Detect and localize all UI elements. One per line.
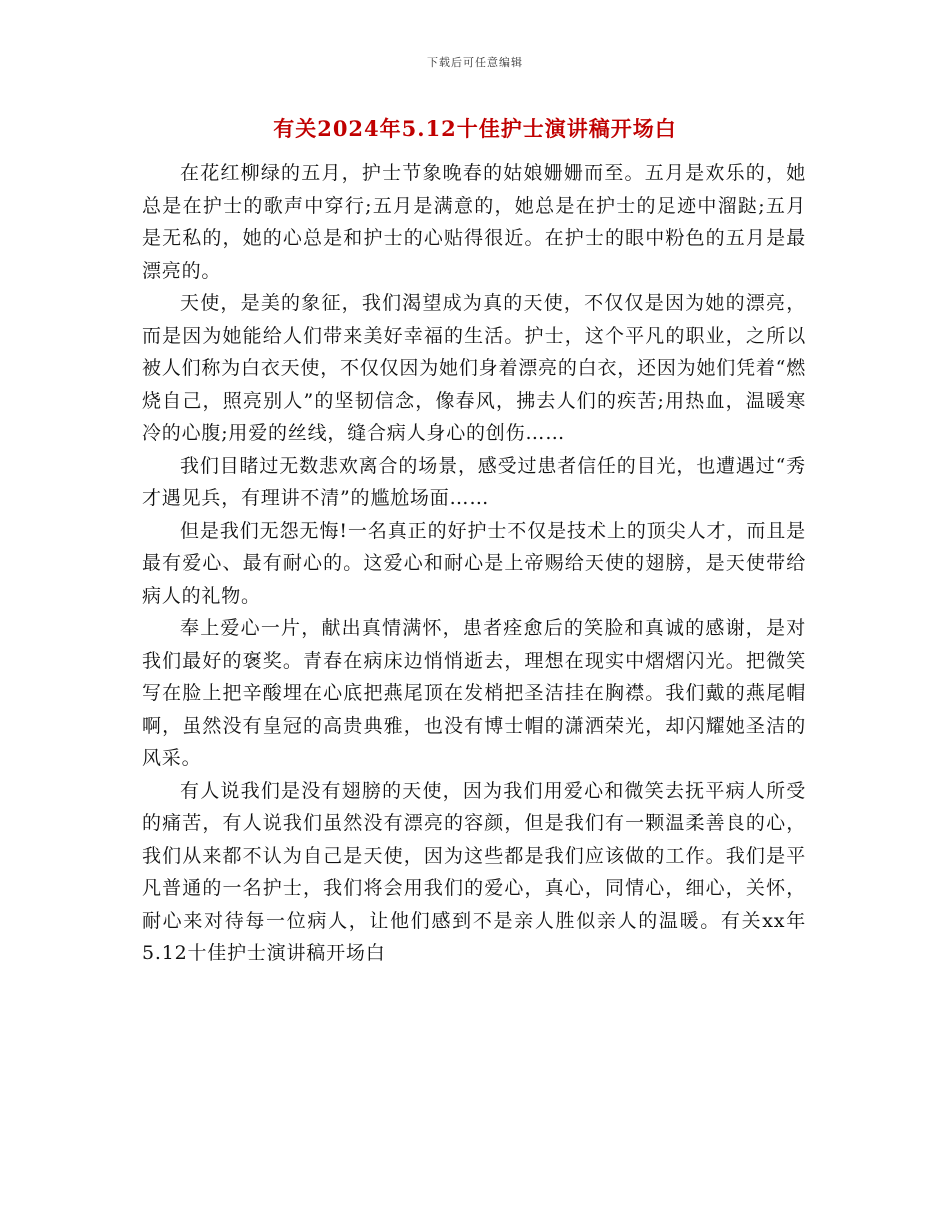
paragraph-4: 但是我们无怨无悔!一名真正的好护士不仅是技术上的顶尖人才，而且是最有爱心、最有耐心的。这爱心和耐心是上帝赐给天使的翅膀，是天使带给病人的礼物。 (142, 519, 806, 607)
header-note: 下载后可任意编辑 (427, 56, 523, 69)
document-body (142, 157, 806, 970)
paragraph-3: 我们目睹过无数悲欢离合的场景，感受过患者信任的目光，也遭遇过“秀才遇见兵，有理讲不清”的尴尬场面…… (142, 454, 806, 509)
document-title: 有关2024年5.12十佳护士演讲稿开场白 (273, 116, 677, 141)
paragraph-2: 天使，是美的象征，我们渴望成为真的天使，不仅仅是因为她的漂亮，而是因为她能给人们带来美好幸福的生活。护士，这个平凡的职业，之所以被人们称为白衣天使，不仅仅因为她们身着漂亮的白衣，还因为她们凭着“燃烧自己，照亮别人”的坚韧信念，像春风，拂去人们的疾苦;用热血，温暖寒冷的心腹;用爱的丝线，缝合病人身心的创伤…… (142, 292, 806, 444)
paragraph-1: 在花红柳绿的五月，护士节象晚春的姑娘姗姗而至。五月是欢乐的，她总是在护士的歌声中穿行;五月是满意的，她总是在护士的足迹中溜跶;五月是无私的，她的心总是和护士的心贴得很近。在护士的眼中粉色的五月是最漂亮的。 (142, 162, 806, 282)
paragraph-5: 奉上爱心一片，献出真情满怀，患者痊愈后的笑脸和真诚的感谢，是对我们最好的褒奖。青春在病床边悄悄逝去，理想在现实中熠熠闪光。把微笑写在脸上把辛酸埋在心底把燕尾顶在发梢把圣洁挂在胸襟。我们戴的燕尾帽啊，虽然没有皇冠的高贵典雅，也没有博士帽的潇洒荣光，却闪耀她圣洁的风采。 (142, 617, 806, 769)
paragraph-6: 有人说我们是没有翅膀的天使，因为我们用爱心和微笑去抚平病人所受的痛苦，有人说我们虽然没有漂亮的容颜，但是我们有一颗温柔善良的心，我们从来都不认为自己是天使，因为这些都是我们应该做的工作。我们是平凡普通的一名护士，我们将会用我们的爱心，真心，同情心，细心，关怀，耐心来对待每一位病人，让他们感到不是亲人胜似亲人的温暖。有关xx年5.12十佳护士演讲稿开场白 (142, 779, 806, 964)
